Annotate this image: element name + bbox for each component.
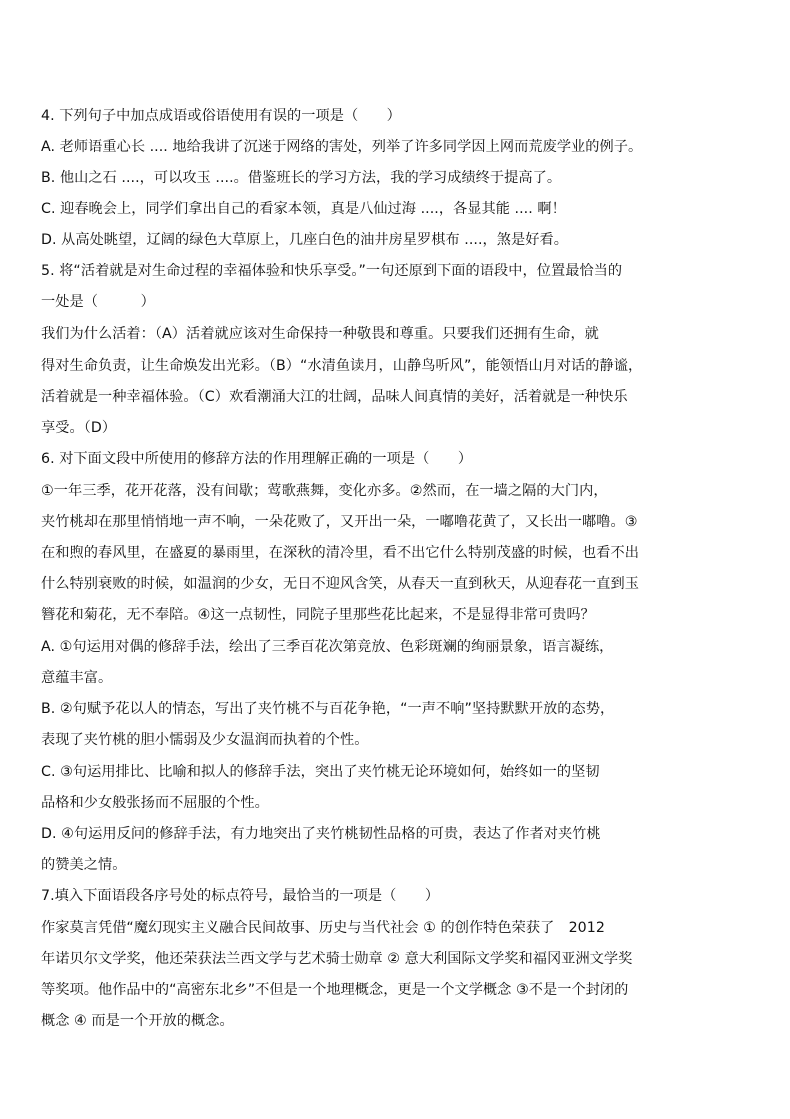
q6-option-d-line-1: D. ④句运用反问的修辞手法，有力地突出了夹竹桃韧性品格的可贵，表达了作者对夹竹桃 [41,826,601,842]
q6-option-a-line-2: 意蕴丰富。 [41,670,113,686]
q7-passage-line-3: 等奖项。他作品中的“高密东北乡”不但是一个地理概念，更是一个文学概念 ③不是一个封闭的 [41,982,629,998]
q6-stem: 6. 对下面文段中所使用的修辞方法的作用理解正确的一项是（ ） [41,451,473,467]
q7-passage-line-2: 年诺贝尔文学奖，他还荣获法兰西文学与艺术骑士勋章 ② 意大利国际文学奖和福冈亚洲文学奖 [41,951,633,967]
q7-passage-line-1: 作家莫言凭借“魔幻现实主义融合民间故事、历史与当代社会 ① 的创作特色荣获了 2012 [41,920,605,936]
q6-option-c-line-1: C. ③句运用排比、比喻和拟人的修辞手法，突出了夹竹桃无论环境如何，始终如一的坚韧 [41,764,600,780]
q5-stem-line-2: 一处是（ ） [41,294,155,310]
q6-passage-line-5: 簪花和菊花，无不奉陪。④这一点韧性，同院子里那些花比起来，不是显得非常可贵吗？ [41,607,595,623]
q4-option-b: B. 他山之石 ....，可以攻玉 ....。借鉴班长的学习方法，我的学习成绩终于提高了。 [41,170,562,186]
q6-option-b-line-1: B. ②句赋予花以人的情态，写出了夹竹桃不与百花争艳，“一声不响”坚持默默开放的态势， [41,701,615,717]
q5-passage-line-2: 得对生命负责，让生命焕发出光彩。（B）“水清鱼读月，山静鸟听风”，能领悟山月对话的静谧， [41,358,643,374]
q5-passage-line-4: 享受。（D） [41,420,117,436]
q6-passage-line-2: 夹竹桃却在那里悄悄地一声不响，一朵花败了，又开出一朵，一嘟噜花黄了，又长出一嘟噜。③ [41,514,638,530]
q6-passage-line-4: 什么特别衰败的时候，如温润的少女，无日不迎风含笑，从春天一直到秋天，从迎春花一直到玉 [41,576,639,592]
q5-passage-line-3: 活着就是一种幸福体验。（C）欢看潮涌大江的壮阔，品味人间真情的美好，活着就是一种快乐 [41,389,628,405]
q7-stem: 7.填入下面语段各序号处的标点符号，最恰当的一项是（ ） [41,888,440,904]
q5-passage-line-1: 我们为什么活着：（A）活着就应该对生命保持一种敬畏和尊重。只要我们还拥有生命，就 [41,326,599,342]
q6-option-b-line-2: 表现了夹竹桃的胆小懦弱及少女温润而执着的个性。 [41,732,369,748]
q6-passage-line-1: ①一年三季，花开花落，没有间歇；莺歌燕舞，变化亦多。②然而，在一墙之隔的大门内， [41,483,608,499]
q6-option-c-line-2: 品格和少女般张扬而不屈服的个性。 [41,795,269,811]
q7-passage-line-4: 概念 ④ 而是一个开放的概念。 [41,1013,234,1029]
q6-passage-line-3: 在和煦的春风里，在盛夏的暴雨里，在深秋的清冷里，看不出它什么特别茂盛的时候，也看不出 [41,545,639,561]
q5-stem-line-1: 5. 将“活着就是对生命过程的幸福体验和快乐享受。”一句还原到下面的语段中，位置最恰当的 [41,263,623,279]
q4-option-a: A. 老师语重心长 .... 地给我讲了沉迷于网络的害处，列举了许多同学因上网而荒废学业的例子。 [41,139,643,155]
q6-option-d-line-2: 的赞美之情。 [41,857,127,873]
q4-stem: 4. 下列句子中加点成语或俗语使用有误的一项是（ ） [41,108,401,124]
q4-option-d: D. 从高处眺望，辽阔的绿色大草原上，几座白色的油井房星罗棋布 ....，煞是好看。 [41,232,568,248]
q6-option-a-line-1: A. ①句运用对偶的修辞手法，绘出了三季百花次第竞放、色彩斑斓的绚丽景象，语言凝练， [41,639,614,655]
q4-option-c: C. 迎春晚会上，同学们拿出自己的看家本领，真是八仙过海 ....，各显其能 .... 啊！ [41,201,566,217]
